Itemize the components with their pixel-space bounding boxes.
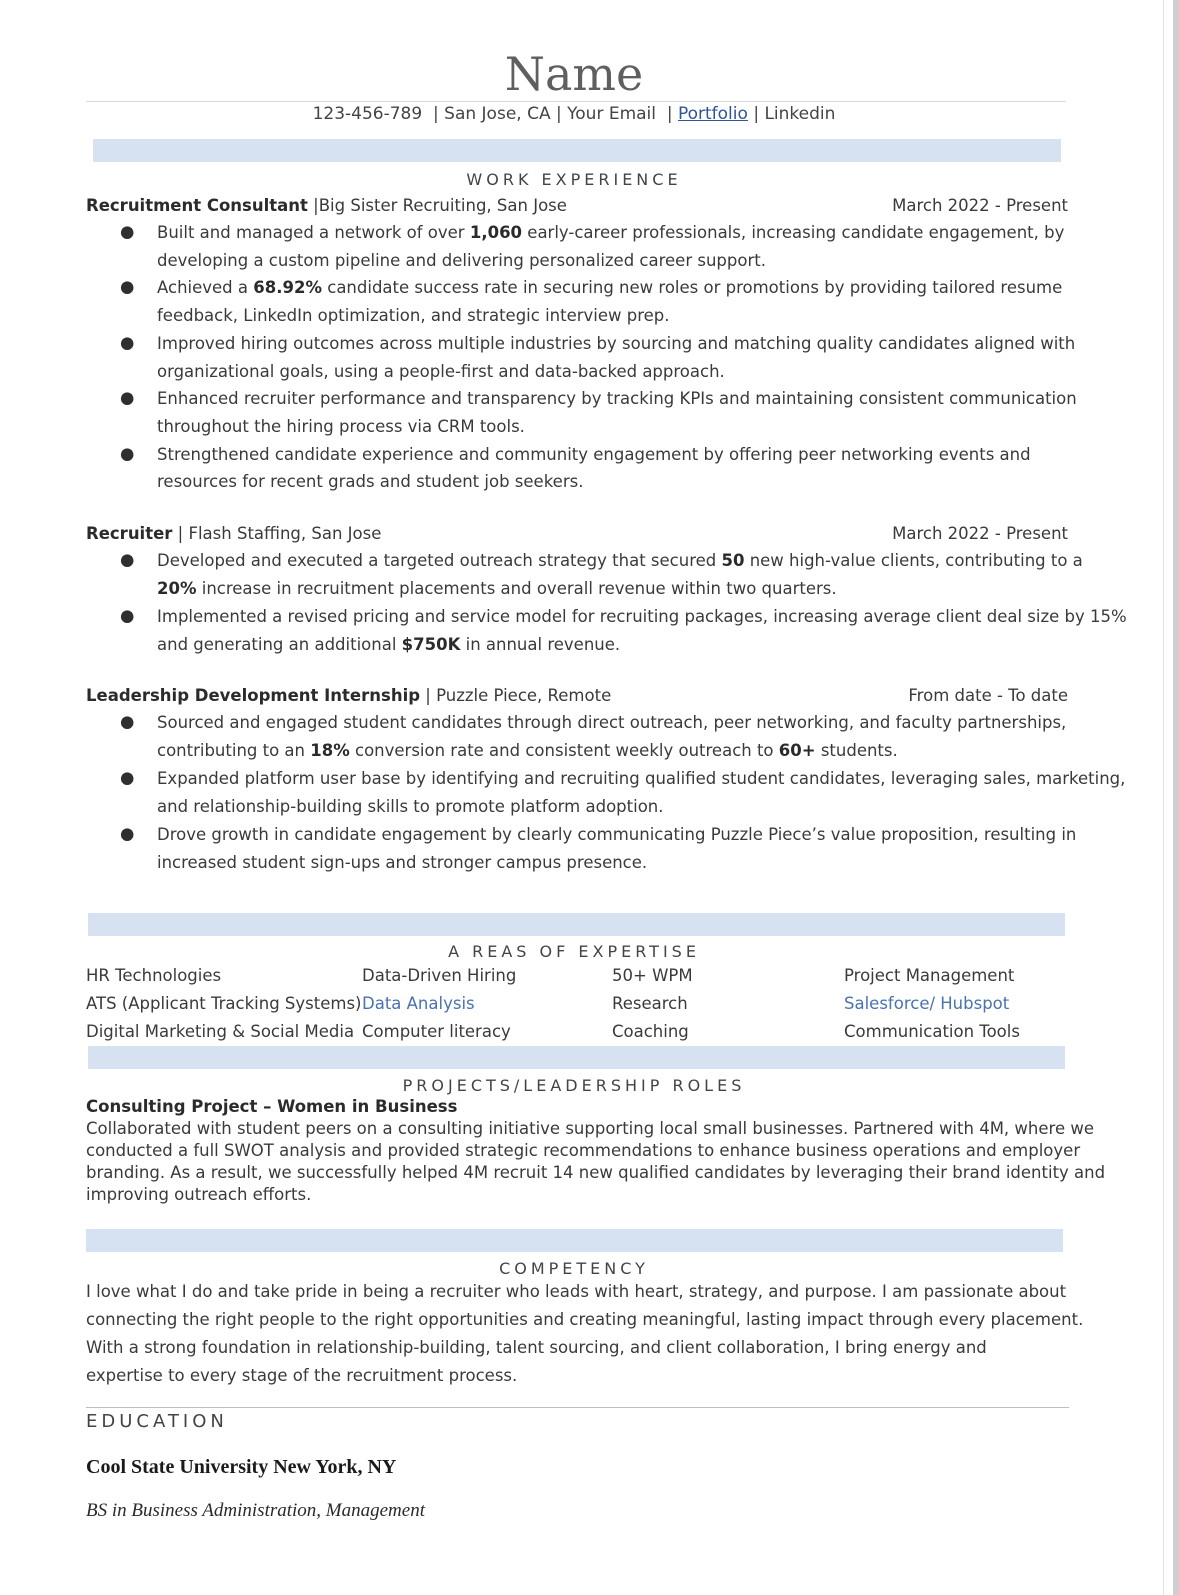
separator: | [433, 104, 439, 124]
job-role: Recruitment Consultant [86, 196, 308, 215]
text: Drove growth in candidate engagement by clearly communicating Puzzle Piece’s value proposition, resulting in [157, 824, 1077, 844]
competency-line: expertise to every stage of the recruitment process. [86, 1366, 518, 1385]
section-title-projects: PROJECTS/LEADERSHIP ROLES [402, 1076, 746, 1095]
bullet-icon: ● [120, 606, 135, 626]
section-band [88, 913, 1065, 936]
bullet-line [157, 362, 725, 381]
competency-line: I love what I do and take pride in being a recruiter who leads with heart, strategy, and purpose. I am passionate about [86, 1282, 1067, 1301]
bullet-icon: ● [120, 712, 135, 731]
bullet-line [157, 223, 1064, 242]
bullet-icon: ● [120, 823, 135, 843]
bullet-line [157, 472, 583, 491]
section-title-expertise: A REAS OF EXPERTISE [448, 942, 700, 961]
metric: 1,060 [469, 223, 523, 242]
job-date: March 2022 - Present [892, 524, 1068, 543]
metric: 20% [157, 578, 197, 598]
text: Achieved a [157, 278, 254, 298]
text: candidate success rate in securing new roles or promotions by providing tailored resume [322, 278, 1063, 298]
bullet-line [157, 797, 664, 816]
bullet-icon: ● [120, 768, 135, 788]
bullet-icon: ● [120, 332, 135, 352]
bullet-line [157, 853, 647, 872]
expertise-item: Coaching [612, 1022, 689, 1041]
job-role: Leadership Development Internship [86, 686, 421, 705]
text: new high-value clients, contributing to a [744, 551, 1083, 570]
section-title-work: WORK EXPERIENCE [466, 170, 682, 189]
expertise-item: 50+ WPM [612, 966, 693, 985]
metric: 50 [721, 551, 745, 570]
text: and relationship-building skills to promote platform adoption. [157, 797, 664, 817]
metric: $750K [401, 635, 461, 655]
job-date: From date - To date [908, 686, 1068, 705]
expertise-item: Salesforce/ Hubspot [844, 994, 1010, 1013]
email: Your Email [567, 104, 657, 124]
project-line: conducted a full SWOT analysis and provided strategic recommendations to enhance business operations and employer [86, 1141, 1081, 1160]
expertise-item: ATS (Applicant Tracking Systems) [86, 994, 362, 1013]
bullet-icon: ● [120, 550, 135, 569]
text: conversion rate and consistent weekly outreach to [349, 740, 779, 760]
candidate-name: Name [504, 47, 644, 101]
text: resources for recent grads and student job seekers. [157, 472, 584, 492]
project-line: branding. As a result, we successfully helped 4M recruit 14 new qualified candidates by leveraging their brand identity and [86, 1163, 1106, 1182]
text: contributing to an [157, 740, 311, 760]
competency-line: connecting the right people to the right opportunities and creating meaningful, lasting impact through every placement. [86, 1310, 1084, 1329]
separator: | [753, 104, 760, 124]
bullet-line [157, 251, 766, 270]
text: Implemented a revised pricing and service model for recruiting packages, increasing average client deal size by 15% [157, 607, 1127, 627]
section-title-education: EDUCATION [86, 1411, 228, 1432]
bullet-line [157, 306, 670, 325]
section-band [88, 1046, 1065, 1069]
text: increased student sign-ups and stronger campus presence. [157, 852, 648, 872]
bullet-line [157, 334, 1075, 353]
expertise-item: Communication Tools [844, 1022, 1020, 1041]
text: Expanded platform user base by identifying and recruiting qualified student candidates, leveraging sales, marketing, [157, 769, 1126, 789]
competency-line: With a strong foundation in relationship-building, talent sourcing, and client collaboration, I bring energy and [86, 1338, 987, 1357]
separator: | [556, 104, 562, 124]
bullet-icon: ● [120, 443, 135, 463]
text: throughout the hiring process via CRM tools. [157, 416, 525, 436]
job-company: | Flash Staffing, San Jose [172, 524, 382, 543]
text: Enhanced recruiter performance and transparency by tracking KPIs and maintaining consistent communication [157, 389, 1077, 409]
text: and generating an additional [157, 635, 402, 655]
page-edge-shadow [1173, 0, 1179, 1595]
education-divider [86, 1407, 1069, 1408]
text: Strengthened candidate experience and community engagement by offering peer networking events and [157, 444, 1031, 464]
expertise-item: HR Technologies [86, 966, 222, 985]
text: early-career professionals, increasing candidate engagement, by [522, 223, 1065, 242]
degree: BS in Business Administration, Management [86, 1500, 425, 1521]
text: Developed and executed a targeted outreach strategy that secured [157, 551, 722, 570]
job-company: | Puzzle Piece, Remote [420, 686, 612, 705]
text: developing a custom pipeline and delivering personalized career support. [157, 250, 766, 270]
bullet-line [157, 607, 1127, 626]
text: Improved hiring outcomes across multiple industries by sourcing and matching quality candidates aligned with [157, 333, 1076, 353]
section-title-competency: COMPETENCY [499, 1259, 649, 1278]
section-band [93, 139, 1061, 162]
expertise-item: Research [612, 994, 688, 1013]
project-line: Collaborated with student peers on a consulting initiative supporting local small businesses. Partnered with 4M, where we [86, 1119, 1094, 1138]
school-line: Cool State University New York, NY [86, 1456, 397, 1478]
metric: 60+ [778, 740, 816, 760]
linkedin: Linkedin [764, 104, 836, 124]
header-divider [86, 101, 1066, 102]
job-heading [86, 686, 611, 705]
bullet-icon: ● [120, 388, 135, 408]
bullet-line [157, 741, 898, 760]
portfolio-link[interactable]: Portfolio [677, 104, 748, 124]
job-heading [86, 524, 381, 543]
text: students. [815, 740, 898, 760]
bullet-line [157, 551, 1083, 570]
section-band [86, 1229, 1063, 1252]
phone: 123-456-789 [312, 104, 423, 124]
bullet-line [157, 635, 620, 654]
bullet-line [157, 825, 1076, 844]
separator: | [666, 104, 673, 124]
text: Sourced and engaged student candidates through direct outreach, peer networking, and faculty partnerships, [157, 713, 1067, 732]
bullet-line [157, 278, 1062, 297]
job-company: |Big Sister Recruiting, San Jose [307, 196, 567, 215]
expertise-item: Project Management [844, 966, 1015, 985]
bullet-icon: ● [120, 277, 135, 297]
job-heading [86, 196, 567, 215]
job-role: Recruiter [86, 524, 173, 543]
text: increase in recruitment placements and overall revenue within two quarters. [196, 578, 837, 598]
text: Built and managed a network of over [157, 223, 470, 242]
text: in annual revenue. [460, 635, 621, 655]
page-edge-line [1163, 0, 1164, 1595]
bullet-line [157, 579, 837, 598]
text: feedback, LinkedIn optimization, and strategic interview prep. [157, 306, 670, 326]
bullet-line [157, 769, 1125, 788]
bullet-line [157, 417, 525, 436]
bullet-line [157, 389, 1077, 408]
expertise-item: Data Analysis [362, 994, 475, 1013]
bullet-icon: ● [120, 222, 135, 241]
expertise-item: Digital Marketing & Social Media [86, 1022, 355, 1041]
metric: 18% [310, 740, 350, 760]
text: organizational goals, using a people-first and data-backed approach. [157, 361, 725, 381]
expertise-item: Data-Driven Hiring [362, 966, 517, 985]
location: San Jose, CA [444, 104, 551, 124]
contact-line [0, 104, 1148, 124]
bullet-line [157, 445, 1031, 464]
expertise-item: Computer literacy [362, 1022, 511, 1041]
project-line: improving outreach efforts. [86, 1185, 312, 1204]
metric: 68.92% [253, 278, 322, 298]
job-date: March 2022 - Present [892, 196, 1068, 215]
project-title: Consulting Project – Women in Business [86, 1097, 458, 1116]
bullet-line [157, 713, 1066, 732]
